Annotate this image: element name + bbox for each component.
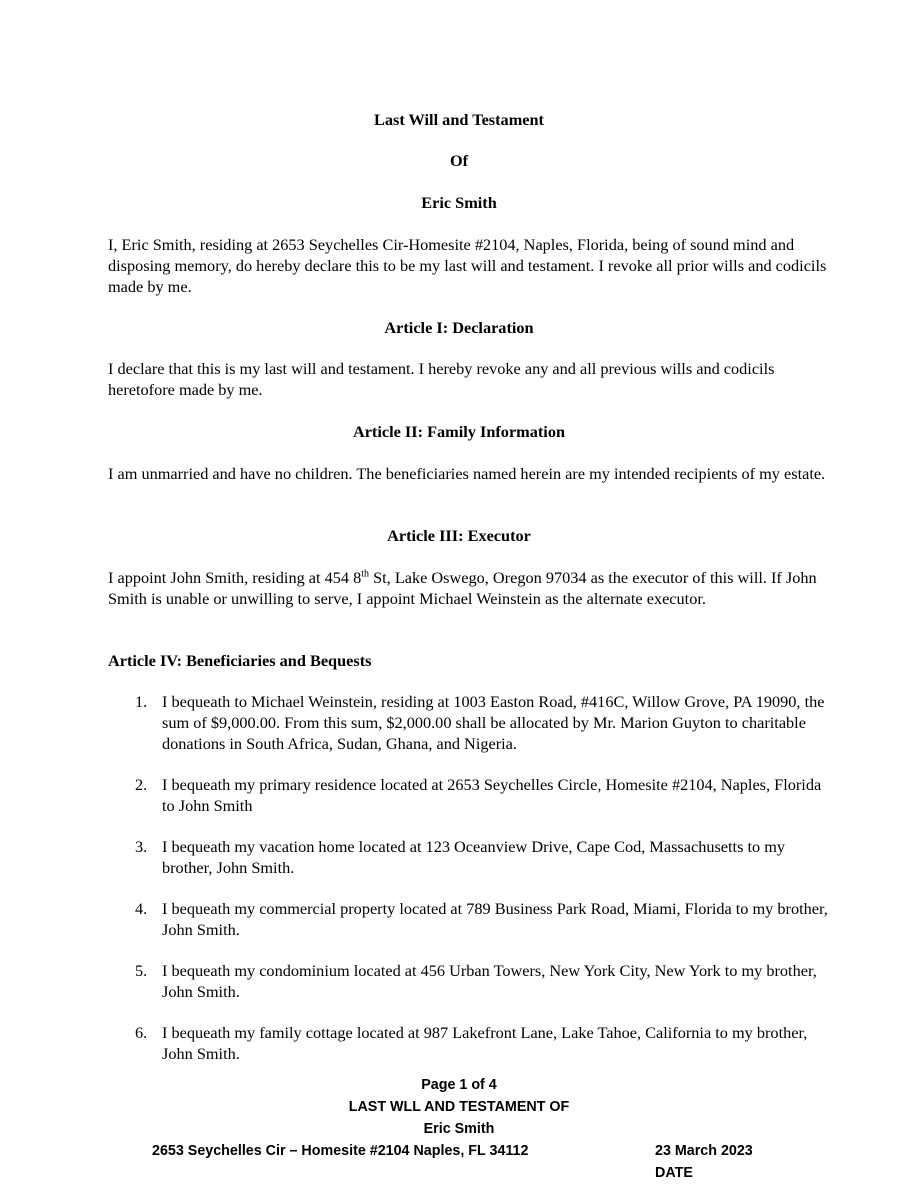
article-3-heading: Article III: Executor [387, 526, 531, 545]
list-item [108, 774, 828, 816]
footer-date-label: DATE [655, 1165, 693, 1181]
list-item-number: 2. [135, 775, 148, 794]
list-item-text: I bequeath my condominium located at 456 Urban Towers, New York City, New York to my brother, John Smith. [162, 961, 817, 1001]
article-3-text-b: St, Lake Oswego, Oregon 97034 as the executor of this will. If John Smith is unable or unwilling to serve, I appoint Michael Weinstein as the alternate executor. [108, 568, 817, 608]
list-item-number: 4. [135, 899, 148, 918]
list-item-number: 5. [135, 961, 148, 980]
article-2-text: I am unmarried and have no children. The beneficiaries named herein are my intended recipients of my estate. [108, 464, 826, 483]
list-item-text: I bequeath to Michael Weinstein, residing at 1003 Easton Road, #416C, Willow Grove, PA 19090, the sum of $9,000.00. From this sum, $2,000.00 shall be allocated by Mr. Marion Guyton to charitable donations in South Africa, Sudan, Ghana, and Nigeria. [162, 692, 825, 753]
footer-name: Eric Smith [423, 1121, 495, 1137]
article-3-text [108, 567, 828, 609]
article-1-text: I declare that this is my last will and testament. I hereby revoke any and all previous wills and codicils heretofore made by me. [108, 359, 775, 399]
article-3-text-sup: th [361, 568, 370, 580]
article-4-heading: Article IV: Beneficiaries and Bequests [108, 651, 372, 670]
article-2-heading: Article II: Family Information [352, 422, 566, 441]
list-item-text: I bequeath my family cottage located at 987 Lakefront Lane, Lake Tahoe, California to my brother, John Smith. [162, 1023, 808, 1063]
article-3-text-a: I appoint John Smith, residing at 454 8 [108, 568, 362, 587]
footer-doc-title: LAST WLL AND TESTAMENT OF [348, 1099, 570, 1115]
list-item-number: 3. [135, 837, 148, 856]
testator-name: Eric Smith [421, 193, 497, 212]
list-item [108, 691, 828, 754]
document-title-of: Of [449, 151, 469, 170]
intro-paragraph: I, Eric Smith, residing at 2653 Seychelles Cir-Homesite #2104, Naples, Florida, being of sound mind and disposing memory, do hereby declare this to be my last will and testament. I revoke all prior wills and codicils made by me. [108, 235, 827, 296]
list-item [108, 960, 828, 1002]
list-item [108, 898, 828, 940]
document-title: Last Will and Testament [374, 110, 544, 129]
list-item-text: I bequeath my commercial property located at 789 Business Park Road, Miami, Florida to my brother, John Smith. [162, 899, 828, 939]
list-item-number: 1. [135, 692, 148, 711]
list-item [108, 836, 828, 878]
footer-address: 2653 Seychelles Cir – Homesite #2104 Naples, FL 34112 [152, 1143, 529, 1159]
footer-date: 23 March 2023 [655, 1143, 753, 1159]
list-item-text: I bequeath my vacation home located at 123 Oceanview Drive, Cape Cod, Massachusetts to my brother, John Smith. [162, 837, 786, 877]
article-1-heading: Article I: Declaration [384, 318, 534, 337]
list-item-text: I bequeath my primary residence located at 2653 Seychelles Circle, Homesite #2104, Naples, Florida to John Smith [162, 775, 822, 815]
list-item [108, 1022, 828, 1064]
footer-page-number: Page 1 of 4 [421, 1077, 497, 1093]
list-item-number: 6. [135, 1023, 148, 1042]
